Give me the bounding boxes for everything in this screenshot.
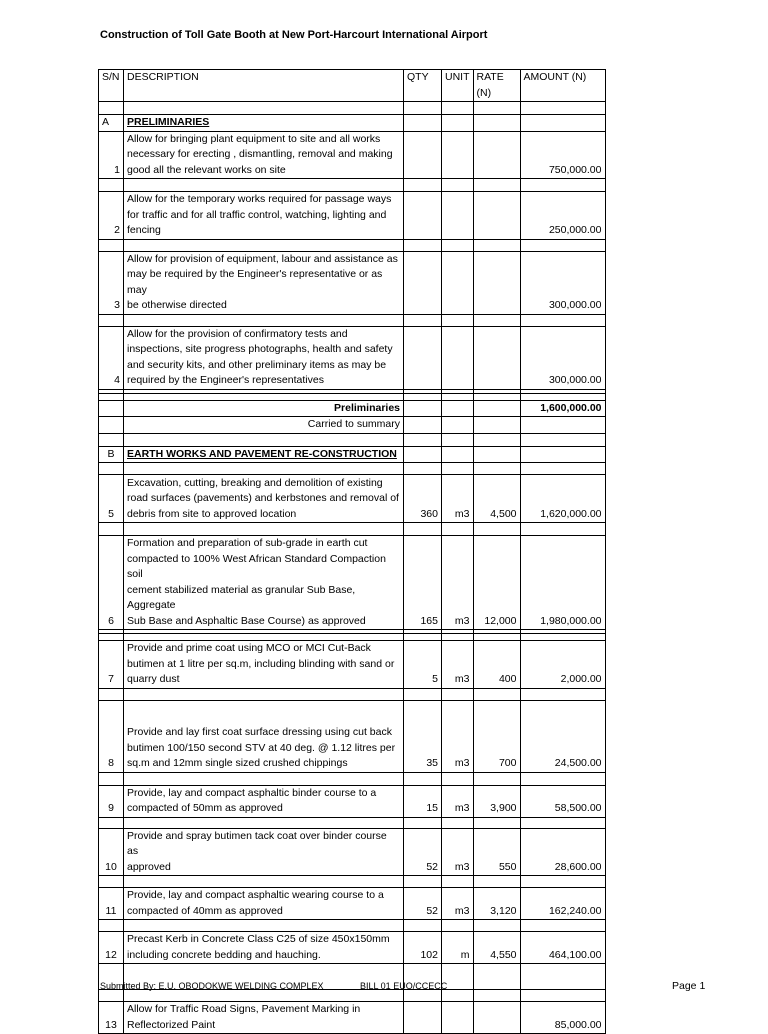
item-description: Precast Kerb in Concrete Class C25 of size 450x150mm including concrete bedding and hauching.	[124, 932, 404, 964]
table-row	[99, 828, 606, 876]
item-description: Allow for the temporary works required for passage ways for traffic and for all traffic control, watching, lighting and fencing	[124, 192, 404, 240]
section-code: A	[99, 115, 124, 132]
table-row	[99, 700, 606, 772]
spacer-row	[99, 990, 606, 1002]
section-b-row	[99, 446, 606, 463]
section-title: PRELIMINARIES	[124, 115, 404, 132]
footer-submitted-by: Submitted By: E.U. OBODOKWE WELDING COMPLEX	[100, 981, 324, 991]
item-sn: 5	[99, 475, 124, 523]
item-qty: 35	[404, 700, 442, 772]
item-unit: m3	[442, 475, 474, 523]
subtotal-row	[99, 400, 606, 417]
document-title: Construction of Toll Gate Booth at New Port-Harcourt International Airport	[100, 29, 488, 41]
item-description: Allow for provision of equipment, labour and assistance as may be required by the Engineer's representative or as may be otherwise directed	[124, 251, 404, 314]
table-row	[99, 536, 606, 630]
item-sn: 1	[99, 131, 124, 179]
item-amount: 24,500.00	[520, 700, 605, 772]
header-sn: S/N	[99, 70, 124, 102]
item-rate: 400	[473, 641, 520, 689]
item-amount: 250,000.00	[520, 192, 605, 240]
item-description: Formation and preparation of sub-grade in earth cut compacted to 100% West African Standard Compaction soil cement stabilized material as granular Sub Base, Aggregate Sub Base and Asphaltic Base Course) as approved	[124, 536, 404, 630]
item-sn: 6	[99, 536, 124, 630]
table-header-row	[99, 70, 606, 102]
table-row	[99, 641, 606, 689]
item-unit: m3	[442, 828, 474, 876]
page-number: Page 1	[672, 980, 706, 992]
section-a-row	[99, 115, 606, 132]
table-row	[99, 326, 606, 389]
spacer-row	[99, 876, 606, 888]
spacer-row	[99, 239, 606, 251]
spacer-row	[99, 920, 606, 932]
item-rate: 3,120	[473, 888, 520, 920]
footer-bill-ref: BILL 01 EUO/CCECC	[360, 981, 448, 991]
bill-of-quantities-table	[98, 69, 606, 1034]
item-amount: 300,000.00	[520, 326, 605, 389]
table-row	[99, 785, 606, 817]
item-sn: 7	[99, 641, 124, 689]
header-qty: QTY	[404, 70, 442, 102]
carried-label: Carried to summary	[124, 417, 404, 434]
item-sn: 2	[99, 192, 124, 240]
item-description: Allow for Traffic Road Signs, Pavement Marking in Reflectorized Paint	[124, 1002, 404, 1034]
spacer-row	[99, 179, 606, 192]
spacer-row	[99, 102, 606, 115]
table-row	[99, 251, 606, 314]
spacer-row	[99, 463, 606, 475]
item-qty: 15	[404, 785, 442, 817]
item-sn: 11	[99, 888, 124, 920]
item-sn: 12	[99, 932, 124, 964]
subtotal-label: Preliminaries	[124, 400, 404, 417]
section-code: B	[99, 446, 124, 463]
header-amount: AMOUNT (N)	[520, 70, 605, 102]
table-row	[99, 1002, 606, 1034]
spacer-row	[99, 634, 606, 641]
item-amount: 2,000.00	[520, 641, 605, 689]
spacer-row	[99, 523, 606, 536]
item-description: Provide, lay and compact asphaltic wearing course to a compacted of 40mm as approved	[124, 888, 404, 920]
item-amount: 464,100.00	[520, 932, 605, 964]
item-amount: 1,620,000.00	[520, 475, 605, 523]
item-description: Excavation, cutting, breaking and demolition of existing road surfaces (pavements) and kerbstones and removal of debris from site to approved location	[124, 475, 404, 523]
header-unit: UNIT	[442, 70, 474, 102]
item-rate: 3,900	[473, 785, 520, 817]
item-rate: 700	[473, 700, 520, 772]
item-amount: 1,980,000.00	[520, 536, 605, 630]
spacer-row	[99, 314, 606, 326]
item-qty: 360	[404, 475, 442, 523]
item-description: Provide and lay first coat surface dressing using cut back butimen 100/150 second STV at 40 deg. @ 1.12 litres per sq.m and 12mm single sized crushed chippings	[124, 700, 404, 772]
spacer-row	[99, 393, 606, 400]
table-row	[99, 131, 606, 179]
table-row	[99, 192, 606, 240]
item-amount: 28,600.00	[520, 828, 605, 876]
item-sn: 4	[99, 326, 124, 389]
item-unit: m3	[442, 785, 474, 817]
spacer-row	[99, 433, 606, 446]
item-amount: 85,000.00	[520, 1002, 605, 1034]
section-title: EARTH WORKS AND PAVEMENT RE-CONSTRUCTION	[124, 446, 404, 463]
item-unit: m3	[442, 700, 474, 772]
item-description: Provide, lay and compact asphaltic binder course to a compacted of 50mm as approved	[124, 785, 404, 817]
item-description: Allow for bringing plant equipment to site and all works necessary for erecting , dismantling, removal and making good all the relevant works on site	[124, 131, 404, 179]
carried-row	[99, 417, 606, 434]
item-unit: m3	[442, 536, 474, 630]
item-amount: 300,000.00	[520, 251, 605, 314]
item-sn: 9	[99, 785, 124, 817]
header-description: DESCRIPTION	[124, 70, 404, 102]
item-qty: 52	[404, 888, 442, 920]
item-rate: 12,000	[473, 536, 520, 630]
item-sn: 8	[99, 700, 124, 772]
header-rate: RATE (N)	[473, 70, 520, 102]
item-qty: 52	[404, 828, 442, 876]
item-sn: 10	[99, 828, 124, 876]
item-description: Provide and prime coat using MCO or MCI Cut-Back butimen at 1 litre per sq.m, including blinding with sand or quarry dust	[124, 641, 404, 689]
item-amount: 750,000.00	[520, 131, 605, 179]
item-description: Provide and spray butimen tack coat over binder course as approved	[124, 828, 404, 876]
spacer-row	[99, 817, 606, 828]
item-qty: 102	[404, 932, 442, 964]
item-sn: 13	[99, 1002, 124, 1034]
subtotal-amount: 1,600,000.00	[520, 400, 605, 417]
item-sn: 3	[99, 251, 124, 314]
item-amount: 162,240.00	[520, 888, 605, 920]
item-rate: 4,500	[473, 475, 520, 523]
item-rate: 550	[473, 828, 520, 876]
spacer-row	[99, 688, 606, 700]
item-qty: 165	[404, 536, 442, 630]
item-amount: 58,500.00	[520, 785, 605, 817]
table-row	[99, 932, 606, 964]
item-unit: m3	[442, 641, 474, 689]
spacer-row	[99, 772, 606, 785]
table-row	[99, 475, 606, 523]
item-qty: 5	[404, 641, 442, 689]
table-row	[99, 888, 606, 920]
item-unit: m	[442, 932, 474, 964]
item-description: Allow for the provision of confirmatory tests and inspections, site progress photographs, health and safety and security kits, and other preliminary items as may be required by the Engineer's representatives	[124, 326, 404, 389]
item-unit: m3	[442, 888, 474, 920]
item-rate: 4,550	[473, 932, 520, 964]
